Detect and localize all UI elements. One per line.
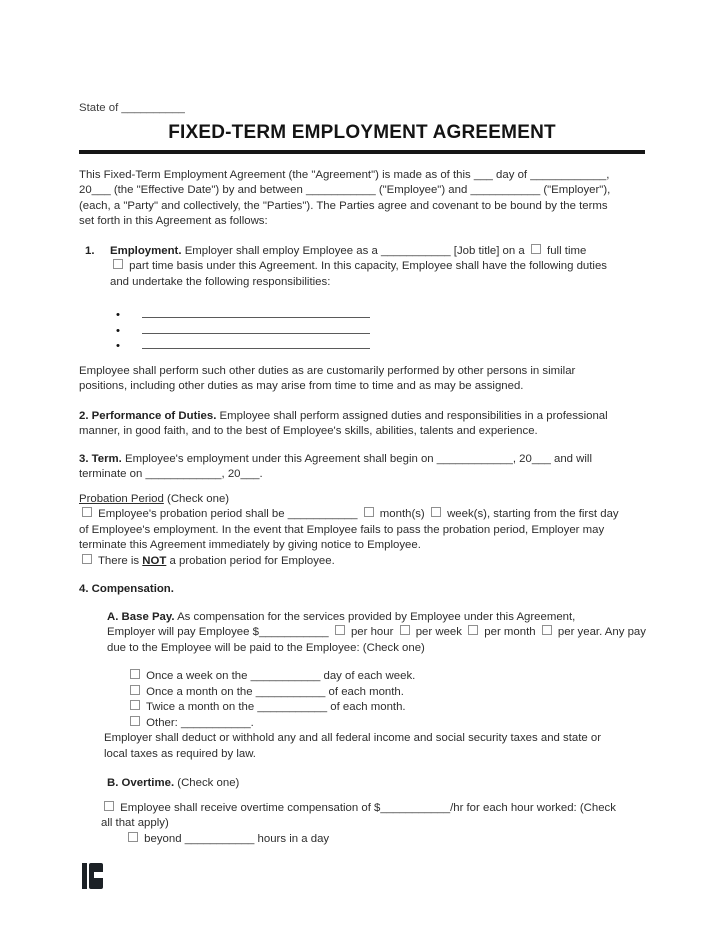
overtime-heading	[107, 776, 645, 792]
legaltemplates-logo-icon	[82, 863, 103, 889]
title-divider	[79, 150, 645, 154]
text-line: 1. Employment. Employer shall employ Employee as a ___________ [Job title] on a full time	[110, 244, 645, 260]
blank-line	[142, 336, 370, 349]
checkbox[interactable]	[431, 507, 441, 517]
checkbox[interactable]	[113, 259, 123, 269]
overtime-beyond-option	[125, 832, 645, 848]
text-line: positions, including other duties as may arise from time to time and as may be assigned.	[79, 380, 524, 392]
checkbox[interactable]	[130, 700, 140, 710]
other-duties-paragraph	[79, 364, 645, 395]
text-line: local taxes as required by law.	[104, 747, 256, 760]
text-line: Once a month on the ___________ of each month.	[127, 685, 645, 701]
text-line	[109, 321, 645, 337]
text-line: due to the Employee will be paid to the Employee: (Check one)	[107, 641, 425, 654]
checkbox[interactable]	[104, 801, 114, 811]
text-line: Employee shall perform such other duties as are customarily performed by other persons in similar	[79, 364, 576, 377]
checkbox[interactable]	[82, 554, 92, 564]
blank-line	[142, 321, 370, 334]
text-line: Probation Period (Check one)	[79, 492, 230, 505]
overtime-option	[101, 801, 645, 832]
section-4-compensation	[79, 582, 645, 598]
text-line: of Employee's employment. In the event that Employee fails to pass the probation period, Employer may	[79, 523, 605, 536]
section-number: 1.	[85, 244, 95, 257]
checkbox[interactable]	[542, 625, 552, 635]
text-line: B. Overtime. (Check one)	[107, 777, 240, 789]
text-line: terminate this Agreement immediately by giving notice to Employee.	[79, 539, 421, 551]
checkbox[interactable]	[531, 244, 541, 254]
text-line: 20___ (the "Effective Date") by and between ___________ ("Employee") and ___________ ("Employer"),	[79, 184, 611, 196]
text-line: 2. Performance of Duties. Employee shall perform assigned duties and responsibilities in a professional	[79, 409, 608, 422]
document-title: FIXED-TERM EMPLOYMENT AGREEMENT	[168, 121, 556, 143]
text-line: A. Base Pay. As compensation for the services provided by Employee under this Agreement,	[107, 610, 576, 623]
text-line: set forth in this Agreement as follows:	[79, 215, 268, 227]
checkbox[interactable]	[128, 832, 138, 842]
checkbox[interactable]	[468, 625, 478, 635]
checkbox[interactable]	[130, 685, 140, 695]
text-line: 4. Compensation.	[79, 583, 174, 595]
checkbox[interactable]	[82, 507, 92, 517]
text-line: (each, a "Party" and collectively, the "Parties"). The Parties agree and covenant to be bound by the terms	[79, 199, 608, 212]
bullet-icon: •	[116, 324, 120, 337]
text-line: There is NOT a probation period for Employee.	[79, 554, 645, 570]
tax-withholding-paragraph	[104, 731, 645, 762]
duties-bullet-list	[79, 305, 645, 352]
text-line: This Fixed-Term Employment Agreement (the "Agreement") is made as of this ___ day of ____________,	[79, 168, 610, 181]
checkbox[interactable]	[130, 669, 140, 679]
document-body	[79, 168, 645, 848]
text-line: Employer will pay Employee $___________ per hour per week per month per year. Any pay	[107, 626, 646, 638]
text-line	[109, 305, 645, 321]
checkbox[interactable]	[364, 507, 374, 517]
checkbox[interactable]	[400, 625, 410, 635]
text-line	[109, 336, 645, 352]
bullet-icon: •	[116, 309, 120, 321]
text-line: Twice a month on the ___________ of each month.	[127, 700, 645, 716]
probation-period	[79, 492, 645, 570]
checkbox[interactable]	[130, 716, 140, 726]
text-line: Once a week on the ___________ day of each week.	[127, 669, 645, 685]
blank-line	[142, 305, 370, 318]
text-line: Other: ___________.	[127, 716, 645, 732]
payment-frequency-options	[127, 669, 645, 731]
text-line: manner, in good faith, and to the best of Employee's skills, abilities, talents and experience.	[79, 425, 538, 437]
text-line: all that apply)	[101, 817, 169, 829]
intro-paragraph	[79, 168, 645, 230]
text-line: beyond ___________ hours in a day	[125, 832, 645, 848]
text-line: part time basis under this Agreement. In this capacity, Employee shall have the following duties	[110, 259, 645, 275]
bullet-icon: •	[116, 340, 120, 352]
checkbox[interactable]	[335, 625, 345, 635]
section-2-performance	[79, 409, 645, 440]
section-3-term	[79, 452, 645, 483]
text-line: Employee's probation period shall be ___________ month(s) week(s), starting from the first day	[79, 507, 645, 523]
state-of-line: State of __________	[79, 102, 185, 114]
text-line: terminate on ____________, 20___.	[79, 468, 263, 480]
text-line: and undertake the following responsibilities:	[110, 275, 331, 288]
base-pay-paragraph	[107, 610, 645, 657]
text-line: Employee shall receive overtime compensation of $___________/hr for each hour worked: (Check	[101, 801, 645, 817]
text-line: Employer shall deduct or withhold any and all federal income and social security taxes and state or	[104, 732, 602, 744]
section-1-employment	[85, 244, 645, 291]
text-line: 3. Term. Employee's employment under this Agreement shall begin on ____________, 20___ and will	[79, 452, 592, 465]
